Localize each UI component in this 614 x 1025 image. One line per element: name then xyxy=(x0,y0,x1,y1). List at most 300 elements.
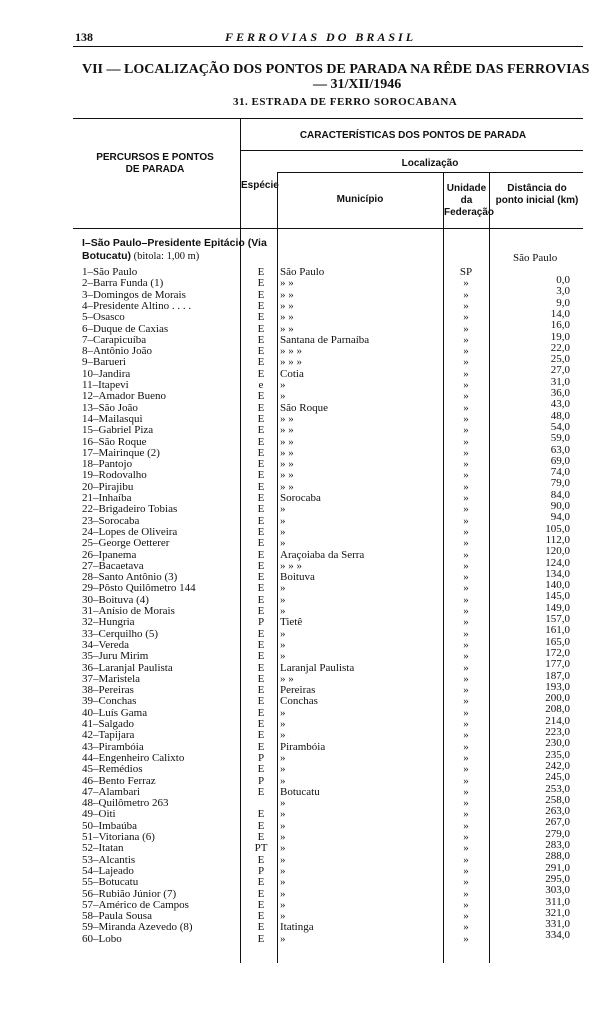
station-especie: P xyxy=(257,774,265,787)
station-distance: 242,0 xyxy=(545,759,570,772)
station-municipio: » xyxy=(280,898,286,911)
station-especie: E xyxy=(257,458,265,471)
station-municipio: » xyxy=(280,774,286,787)
station-municipio: » » xyxy=(280,311,294,324)
station-distance: 214,0 xyxy=(545,714,570,727)
station-uf: » xyxy=(463,672,469,685)
station-distance: 105,0 xyxy=(545,522,570,535)
station-distance: 258,0 xyxy=(545,793,570,806)
station-distance: 134,0 xyxy=(545,567,570,580)
station-name: 24–Lopes de Oliveira xyxy=(82,525,178,538)
station-uf: » xyxy=(463,774,469,787)
divider-municipio xyxy=(443,172,444,963)
col-header-especie: Espécie xyxy=(241,180,279,191)
station-uf: » xyxy=(463,853,469,866)
station-distance: 149,0 xyxy=(545,601,570,614)
station-municipio: Conchas xyxy=(280,695,318,708)
station-distance: 124,0 xyxy=(545,556,570,569)
station-especie: E xyxy=(257,322,265,335)
station-uf: » xyxy=(463,390,469,403)
station-municipio: » xyxy=(280,910,286,923)
station-name: 18–Pantojo xyxy=(82,458,133,471)
station-municipio: Laranjal Paulista xyxy=(280,661,355,674)
station-municipio: » xyxy=(280,537,286,550)
station-especie: E xyxy=(257,729,265,742)
station-distance: 245,0 xyxy=(545,771,570,784)
station-uf: » xyxy=(463,842,469,855)
station-name: 16–São Roque xyxy=(82,435,147,448)
station-name: 11–Itapevi xyxy=(82,379,129,391)
station-name: 26–Ipanema xyxy=(82,548,137,561)
col-header-unidade: Unidade da Federação xyxy=(444,183,495,218)
station-name: 27–Bacaetava xyxy=(82,559,144,572)
station-municipio: » xyxy=(280,842,286,855)
station-name: 60–Lobo xyxy=(82,932,122,945)
station-especie: E xyxy=(257,718,265,730)
station-municipio: Santana de Parnaíba xyxy=(280,333,370,346)
station-name: 38–Pereiras xyxy=(82,684,134,697)
station-especie: E xyxy=(257,887,265,900)
station-uf: » xyxy=(463,525,469,538)
header-rule xyxy=(73,46,583,47)
station-especie: E xyxy=(257,288,265,301)
station-especie: E xyxy=(257,299,265,312)
station-uf: » xyxy=(463,492,469,504)
station-municipio: » xyxy=(280,390,286,403)
station-uf: » xyxy=(463,458,469,471)
station-uf: » xyxy=(463,864,469,877)
station-especie: P xyxy=(257,751,265,764)
station-uf: » xyxy=(463,706,469,719)
station-distance: 177,0 xyxy=(545,658,570,671)
station-especie: E xyxy=(257,672,265,685)
divider-especie xyxy=(277,172,278,963)
station-distance: 140,0 xyxy=(545,579,570,592)
station-especie: E xyxy=(257,277,265,290)
station-name: 53–Alcantis xyxy=(82,853,136,866)
station-name: 54–Lajeado xyxy=(82,864,134,877)
station-distance: 303,0 xyxy=(545,884,570,897)
station-uf: » xyxy=(463,661,469,674)
station-municipio: » xyxy=(280,627,286,640)
station-especie: E xyxy=(257,412,265,425)
station-especie: E xyxy=(257,876,265,889)
station-municipio: » » » xyxy=(280,356,302,369)
station-distance: 253,0 xyxy=(545,782,570,795)
header-bottom-rule xyxy=(73,228,583,229)
station-name: 21–Inhaíba xyxy=(82,492,132,504)
line-title-cont-bold: Botucatu) xyxy=(82,250,131,262)
station-municipio: » xyxy=(280,650,286,663)
station-municipio: » » xyxy=(280,424,294,437)
station-especie: E xyxy=(257,853,265,866)
station-name: 35–Juru Mirim xyxy=(82,650,149,663)
station-uf: » xyxy=(463,571,469,584)
station-distance: 74,0 xyxy=(550,466,570,479)
station-especie: E xyxy=(257,333,265,346)
col-header-distancia: Distância do ponto inicial (km) xyxy=(495,183,579,206)
station-municipio: » » xyxy=(280,469,294,482)
station-distance: 48,0 xyxy=(550,409,570,422)
station-uf: » xyxy=(463,638,469,651)
station-especie: E xyxy=(257,706,265,719)
station-municipio: » » xyxy=(280,446,294,459)
station-name: 23–Sorocaba xyxy=(82,514,140,527)
station-uf: » xyxy=(463,876,469,889)
station-name: 9–Barueri xyxy=(82,356,126,369)
station-uf: » xyxy=(463,412,469,425)
station-name: 48–Quilômetro 263 xyxy=(82,797,169,810)
station-especie: E xyxy=(257,932,265,945)
station-municipio: » xyxy=(280,593,286,606)
station-especie: E xyxy=(257,537,265,550)
station-municipio: » xyxy=(280,751,286,764)
station-municipio: » xyxy=(280,706,286,719)
station-distance: 69,0 xyxy=(550,454,570,467)
station-name: 57–Américo de Campos xyxy=(82,898,189,911)
station-name: 15–Gabriel Piza xyxy=(82,424,154,437)
station-especie: E xyxy=(257,525,265,538)
station-name: 49–Oiti xyxy=(82,808,116,821)
station-municipio: » xyxy=(280,797,286,810)
station-uf: » xyxy=(463,514,469,527)
station-distance: 267,0 xyxy=(545,816,570,829)
station-municipio: » xyxy=(280,808,286,821)
station-distance: 288,0 xyxy=(545,850,570,863)
station-uf: » xyxy=(463,718,469,730)
station-name: 19–Rodovalho xyxy=(82,469,147,482)
station-distance: 94,0 xyxy=(550,511,570,524)
station-name: 12–Amador Bueno xyxy=(82,390,167,403)
station-name: 51–Vitoriana (6) xyxy=(82,831,155,843)
page-number: 138 xyxy=(75,30,93,44)
station-uf: » xyxy=(463,333,469,346)
station-distance: 25,0 xyxy=(550,353,570,366)
station-municipio: » » xyxy=(280,672,294,685)
station-especie: E xyxy=(257,831,265,843)
station-municipio: » » xyxy=(280,288,294,301)
col-header-caracteristicas: CARACTERÍSTICAS DOS PONTOS DE PARADA xyxy=(299,130,527,141)
station-especie: E xyxy=(257,446,265,459)
station-distance: 14,0 xyxy=(550,307,570,320)
station-municipio: » » xyxy=(280,458,294,471)
station-name: 37–Maristela xyxy=(82,672,141,685)
station-distance: 208,0 xyxy=(545,703,570,716)
station-especie: E xyxy=(257,469,265,482)
station-name: 14–Mailasqui xyxy=(82,412,143,425)
station-uf: » xyxy=(463,356,469,369)
station-name: 7–Carapicuíba xyxy=(82,333,147,346)
station-name: 43–Pirambóia xyxy=(82,740,144,753)
station-distance: 235,0 xyxy=(545,748,570,761)
station-distance: 165,0 xyxy=(545,635,570,648)
station-especie: E xyxy=(257,480,265,493)
station-name: 6–Duque de Caxias xyxy=(82,322,169,335)
station-name: 8–Antônio João xyxy=(82,345,152,358)
station-municipio: » » xyxy=(280,435,294,448)
station-especie: E xyxy=(257,424,265,437)
divider-unidade xyxy=(489,172,490,963)
line-title-cont xyxy=(82,250,199,262)
station-municipio: » xyxy=(280,831,286,843)
station-distance: 19,0 xyxy=(550,330,570,343)
station-especie: E xyxy=(257,503,265,516)
station-distance: 79,0 xyxy=(550,477,570,490)
station-especie: P xyxy=(257,864,265,877)
line-title-cont-normal: (bitola: 1,00 m) xyxy=(133,251,200,262)
station-municipio: Sorocaba xyxy=(280,492,321,504)
station-municipio: » xyxy=(280,514,286,527)
station-municipio: » xyxy=(280,582,286,595)
station-uf: » xyxy=(463,785,469,798)
station-uf: » xyxy=(463,616,469,629)
station-municipio: Tietê xyxy=(280,616,303,629)
station-municipio: Itatinga xyxy=(280,921,314,934)
station-municipio: São Roque xyxy=(280,401,328,414)
station-uf: » xyxy=(463,763,469,776)
station-uf: » xyxy=(463,887,469,900)
station-uf: » xyxy=(463,277,469,290)
station-name: 20–Pirajibu xyxy=(82,480,134,493)
station-uf: » xyxy=(463,537,469,550)
station-especie: E xyxy=(257,266,265,278)
station-name: 50–Imbaúba xyxy=(82,819,137,832)
section-title-line2: — 31/XII/1946 xyxy=(313,77,402,92)
station-name: 56–Rubião Júnior (7) xyxy=(82,887,177,900)
station-name: 31–Anísio de Morais xyxy=(82,605,175,617)
station-distance: 331,0 xyxy=(545,918,570,931)
station-name: 5–Osasco xyxy=(82,311,125,324)
station-name: 25–George Oetterer xyxy=(82,537,170,550)
station-municipio: » xyxy=(280,379,286,391)
station-distance: 59,0 xyxy=(550,432,570,445)
station-especie: E xyxy=(257,367,265,380)
station-name: 39–Conchas xyxy=(82,695,137,708)
station-uf: » xyxy=(463,424,469,437)
station-distance: 311,0 xyxy=(545,895,570,908)
station-distance: 187,0 xyxy=(545,669,570,682)
station-municipio: » xyxy=(280,864,286,877)
station-municipio: » xyxy=(280,763,286,776)
station-uf: » xyxy=(463,751,469,764)
station-distance: 120,0 xyxy=(545,545,570,558)
station-distance: 90,0 xyxy=(550,500,570,512)
station-especie: E xyxy=(257,582,265,595)
station-municipio: Pereiras xyxy=(280,684,316,697)
station-uf: » xyxy=(463,322,469,335)
station-especie: PT xyxy=(254,842,268,855)
station-uf: » xyxy=(463,729,469,742)
station-uf: » xyxy=(463,469,469,482)
station-distance: 9,0 xyxy=(556,296,570,309)
station-municipio: » xyxy=(280,887,286,900)
station-distance: 22,0 xyxy=(550,341,570,354)
station-name: 52–Itatan xyxy=(82,842,124,855)
station-distance: 63,0 xyxy=(550,443,570,456)
station-distance: 84,0 xyxy=(550,488,570,501)
section-subtitle: 31. ESTRADA DE FERRO SOROCABANA xyxy=(233,96,458,108)
station-uf: » xyxy=(463,446,469,459)
station-name: 44–Engenheiro Calixto xyxy=(82,751,185,764)
station-name: 34–Vereda xyxy=(82,638,130,651)
station-municipio: » » xyxy=(280,299,294,312)
station-especie: E xyxy=(257,593,265,606)
rule-under-caracteristicas xyxy=(240,150,583,151)
station-distance: 321,0 xyxy=(545,906,570,919)
station-municipio: » xyxy=(280,638,286,651)
station-distance: 54,0 xyxy=(550,420,570,433)
station-uf: » xyxy=(463,435,469,448)
station-distance: 200,0 xyxy=(545,692,570,705)
station-especie: E xyxy=(257,661,265,674)
station-municipio: » xyxy=(280,876,286,889)
station-distance: 16,0 xyxy=(550,319,570,332)
station-distance: 193,0 xyxy=(545,680,570,693)
station-uf: » xyxy=(463,379,469,391)
station-name: 2–Barra Funda (1) xyxy=(82,277,164,290)
station-uf: » xyxy=(463,819,469,832)
station-especie: E xyxy=(257,808,265,821)
station-uf: » xyxy=(463,548,469,561)
station-especie: E xyxy=(257,390,265,403)
station-uf: » xyxy=(463,627,469,640)
station-distance: 145,0 xyxy=(545,590,570,603)
station-name: 22–Brigadeiro Tobias xyxy=(82,503,178,516)
station-name: 40–Luís Gama xyxy=(82,706,148,719)
station-municipio: » » xyxy=(280,277,294,290)
station-especie: E xyxy=(257,763,265,776)
station-name: 13–São João xyxy=(82,401,138,414)
station-distance: 279,0 xyxy=(545,827,570,840)
station-name: 45–Remédios xyxy=(82,763,143,776)
station-uf: SP xyxy=(459,266,473,278)
station-uf: » xyxy=(463,898,469,911)
station-especie: E xyxy=(257,898,265,911)
station-distance: 112,0 xyxy=(545,533,570,546)
table-top-rule xyxy=(73,118,583,119)
station-municipio: Pirambóia xyxy=(280,740,326,753)
station-name: 32–Hungria xyxy=(82,616,135,629)
station-uf: » xyxy=(463,684,469,697)
col-header-percursos: PERCURSOS E PONTOS DE PARADA xyxy=(96,152,214,175)
station-name: 17–Mairinque (2) xyxy=(82,446,160,459)
station-distance: 36,0 xyxy=(550,387,570,399)
station-uf: » xyxy=(463,299,469,312)
line-origin: São Paulo xyxy=(513,252,558,264)
station-municipio: » xyxy=(280,525,286,538)
station-especie: E xyxy=(257,910,265,923)
station-municipio: » » xyxy=(280,480,294,493)
station-municipio: » » » xyxy=(280,559,302,572)
station-distance: 43,0 xyxy=(550,398,570,411)
station-uf: » xyxy=(463,582,469,595)
station-distance: 283,0 xyxy=(545,839,570,851)
station-distance: 31,0 xyxy=(550,375,570,388)
station-especie: E xyxy=(257,785,265,798)
station-municipio: » xyxy=(280,853,286,866)
station-name: 4–Presidente Altino . . . . xyxy=(82,299,192,312)
station-especie: E xyxy=(257,638,265,651)
section-title-line1: VII — LOCALIZAÇÃO DOS PONTOS DE PARADA NA RÊDE DAS FERROVIAS xyxy=(82,62,590,77)
station-name: 36–Laranjal Paulista xyxy=(82,661,173,674)
station-distance: 172,0 xyxy=(545,646,570,659)
station-distance: 295,0 xyxy=(545,872,570,885)
station-name: 28–Santo Antônio (3) xyxy=(82,571,178,584)
station-name: 10–Jandira xyxy=(82,367,131,380)
station-distance: 157,0 xyxy=(545,613,570,625)
station-distance: 230,0 xyxy=(545,737,570,750)
station-municipio: » xyxy=(280,729,286,742)
station-uf: » xyxy=(463,831,469,843)
station-uf: » xyxy=(463,593,469,606)
running-title: FERROVIAS DO BRASIL xyxy=(225,30,417,44)
station-name: 46–Bento Ferraz xyxy=(82,774,156,787)
station-uf: » xyxy=(463,808,469,821)
station-uf: » xyxy=(463,605,469,617)
station-especie: E xyxy=(257,492,265,504)
station-uf: » xyxy=(463,345,469,358)
station-uf: » xyxy=(463,559,469,572)
station-name: 47–Alambari xyxy=(82,785,141,798)
station-especie: E xyxy=(257,571,265,584)
station-especie: E xyxy=(257,559,265,572)
station-especie: E xyxy=(257,548,265,561)
station-municipio: » xyxy=(280,605,286,617)
station-especie: E xyxy=(257,627,265,640)
station-uf: » xyxy=(463,932,469,945)
station-especie: E xyxy=(257,356,265,369)
station-distance: 263,0 xyxy=(545,805,570,818)
station-especie: E xyxy=(257,311,265,324)
station-especie: E xyxy=(257,740,265,753)
station-municipio: Cotia xyxy=(280,367,304,380)
station-name: 58–Paula Sousa xyxy=(82,910,152,923)
station-distance: 3,0 xyxy=(556,285,570,298)
station-municipio: » xyxy=(280,503,286,516)
station-distance: 161,0 xyxy=(545,624,570,637)
station-name: 33–Cerquilho (5) xyxy=(82,627,159,640)
station-name: 59–Miranda Azevedo (8) xyxy=(82,921,193,934)
station-especie: E xyxy=(257,921,265,934)
station-name: 29–Pôsto Quilômetro 144 xyxy=(82,582,196,595)
station-municipio: » xyxy=(280,819,286,832)
col-header-municipio: Município xyxy=(336,194,384,205)
station-name: 42–Tapijara xyxy=(82,729,135,742)
station-municipio: » » » xyxy=(280,345,302,358)
station-especie: E xyxy=(257,819,265,832)
station-uf: » xyxy=(463,695,469,708)
station-uf: » xyxy=(463,740,469,753)
station-especie: E xyxy=(257,401,265,414)
station-especie: E xyxy=(257,435,265,448)
station-municipio: » » xyxy=(280,322,294,335)
station-uf: » xyxy=(463,311,469,324)
station-distance: 334,0 xyxy=(545,929,570,942)
station-especie: E xyxy=(257,695,265,708)
station-uf: » xyxy=(463,401,469,414)
station-especie: P xyxy=(257,616,265,629)
station-name: 55–Botucatu xyxy=(82,876,139,889)
rule-under-localizacao xyxy=(277,172,583,173)
station-especie: e xyxy=(258,379,264,391)
station-distance: 27,0 xyxy=(550,364,570,377)
line-title: I–São Paulo–Presidente Epitácio (Via xyxy=(82,237,267,249)
station-municipio: » xyxy=(280,718,286,730)
station-distance: 0,0 xyxy=(556,274,570,286)
station-uf: » xyxy=(463,910,469,923)
station-uf: » xyxy=(463,650,469,663)
station-uf: » xyxy=(463,480,469,493)
